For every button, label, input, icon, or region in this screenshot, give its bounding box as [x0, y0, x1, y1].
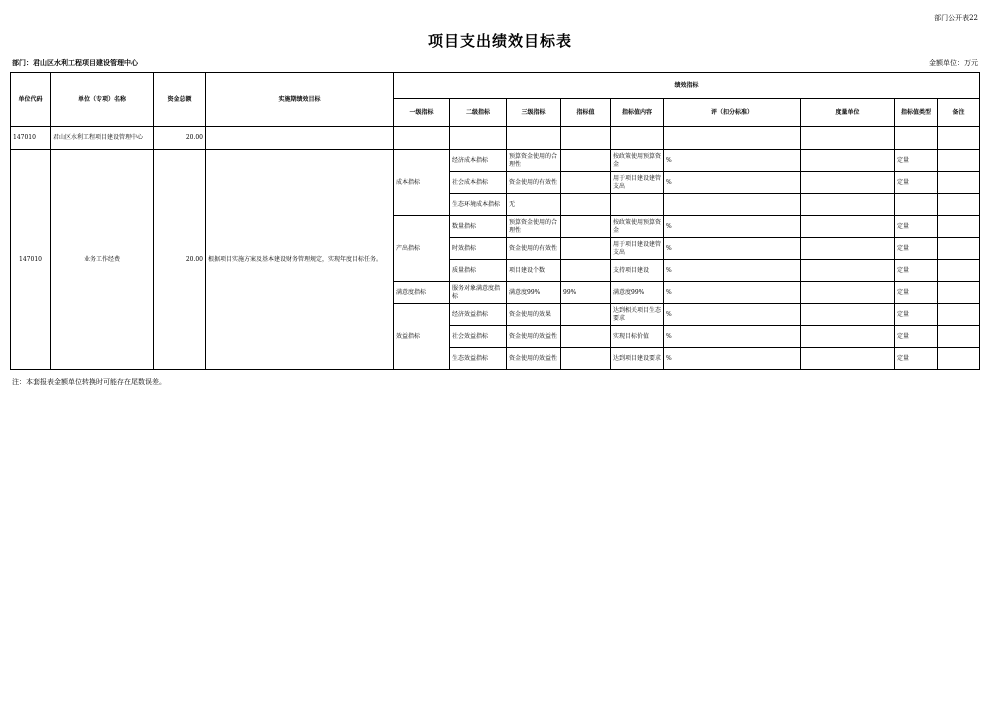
scoring-cell: % [664, 326, 801, 348]
level2-cell: 社会效益指标 [450, 326, 507, 348]
header-scoring: 评（扣分标准） [664, 99, 801, 127]
header-indicators: 绩效指标 [394, 73, 980, 99]
level2-cell: 生态环境成本指标 [450, 194, 507, 216]
level2-cell: 经济效益指标 [450, 304, 507, 326]
level2-cell: 数量指标 [450, 216, 507, 238]
footnote: 注：本套报表金额单位转换时可能存在尾数误差。 [12, 378, 166, 386]
value-type-cell: 定量 [895, 282, 938, 304]
header-remarks: 备注 [938, 99, 980, 127]
content-cell: 实现目标价值 [611, 326, 664, 348]
value-type-cell: 定量 [895, 260, 938, 282]
corner-label: 部门公开表22 [934, 14, 978, 22]
department-label: 部门：君山区水利工程项目建设管理中心 [12, 58, 138, 67]
level2-cell: 服务对象满意度指标 [450, 282, 507, 304]
unit-amount-cell: 20.00 [154, 127, 206, 150]
level3-cell: 资金使用的有效性 [507, 172, 561, 194]
unit-code-cell: 147010 [11, 127, 51, 150]
value-type-cell: 定量 [895, 348, 938, 370]
header-level1: 一级指标 [394, 99, 450, 127]
level2-cell: 质量指标 [450, 260, 507, 282]
value-type-cell: 定量 [895, 150, 938, 172]
remarks-cell [938, 260, 980, 282]
scoring-cell: % [664, 172, 801, 194]
content-cell: 满意度99% [611, 282, 664, 304]
remarks-cell [938, 238, 980, 260]
value-type-cell: 定量 [895, 304, 938, 326]
value-cell [561, 260, 611, 282]
remarks-cell [938, 194, 980, 216]
remarks-cell [938, 282, 980, 304]
level1-cell: 成本指标 [394, 150, 450, 216]
value-type-cell [895, 194, 938, 216]
value-cell: 99% [561, 282, 611, 304]
header-measure-unit: 度量单位 [801, 99, 895, 127]
remarks-cell [938, 216, 980, 238]
content-cell: 达到相关项目生态要求 [611, 304, 664, 326]
level3-cell: 无 [507, 194, 561, 216]
performance-table [10, 72, 980, 370]
remarks-cell [938, 172, 980, 194]
page-title: 项目支出绩效目标表 [427, 32, 572, 50]
value-cell [561, 150, 611, 172]
value-cell [561, 348, 611, 370]
header-content: 指标值内容 [611, 99, 664, 127]
value-type-cell: 定量 [895, 172, 938, 194]
scoring-cell: % [664, 150, 801, 172]
header-unit-name: 单位（专项）名称 [51, 73, 154, 127]
level3-cell: 资金使用的效益性 [507, 326, 561, 348]
measure-unit-cell [801, 216, 895, 238]
indicator-row [11, 150, 980, 172]
unit-name-cell: 君山区水利工程项目建设管理中心 [51, 127, 154, 150]
level3-cell: 资金使用的有效性 [507, 238, 561, 260]
value-cell [561, 238, 611, 260]
header-total-funds: 资金总额 [154, 73, 206, 127]
scoring-cell: % [664, 348, 801, 370]
measure-unit-cell [801, 326, 895, 348]
scoring-cell: % [664, 282, 801, 304]
header-unit-code: 单位代码 [11, 73, 51, 127]
value-type-cell: 定量 [895, 326, 938, 348]
value-cell [561, 326, 611, 348]
scoring-cell [664, 194, 801, 216]
content-cell: 按政策使用预算资金 [611, 216, 664, 238]
measure-unit-cell [801, 172, 895, 194]
content-cell: 用于项目建设建管支出 [611, 172, 664, 194]
project-goal-cell: 根据项目实施方案及基本建设财务管理规定，实现年度目标任务。 [206, 150, 394, 370]
remarks-cell [938, 304, 980, 326]
value-cell [561, 194, 611, 216]
header-value-type: 指标值类型 [895, 99, 938, 127]
measure-unit-cell [801, 194, 895, 216]
scoring-cell: % [664, 238, 801, 260]
scoring-cell: % [664, 216, 801, 238]
unit-row [11, 127, 980, 150]
remarks-cell [938, 326, 980, 348]
level1-cell: 效益指标 [394, 304, 450, 370]
measure-unit-cell [801, 282, 895, 304]
level3-cell: 资金使用的效果 [507, 304, 561, 326]
header-level3: 三级指标 [507, 99, 561, 127]
currency-unit-label: 金额单位：万元 [929, 59, 978, 67]
level3-cell: 满意度99% [507, 282, 561, 304]
level2-cell: 经济成本指标 [450, 150, 507, 172]
level3-cell: 资金使用的效益性 [507, 348, 561, 370]
measure-unit-cell [801, 304, 895, 326]
level3-cell: 预算资金使用的合理性 [507, 216, 561, 238]
level1-cell: 满意度指标 [394, 282, 450, 304]
remarks-cell [938, 348, 980, 370]
content-cell [611, 194, 664, 216]
level2-cell: 生态效益指标 [450, 348, 507, 370]
measure-unit-cell [801, 150, 895, 172]
header-level2: 二级指标 [450, 99, 507, 127]
project-code-cell: 147010 [11, 150, 51, 370]
measure-unit-cell [801, 238, 895, 260]
measure-unit-cell [801, 348, 895, 370]
scoring-cell: % [664, 260, 801, 282]
level2-cell: 社会成本指标 [450, 172, 507, 194]
scoring-cell: % [664, 304, 801, 326]
level1-cell: 产出指标 [394, 216, 450, 282]
value-type-cell: 定量 [895, 238, 938, 260]
header-value: 指标值 [561, 99, 611, 127]
content-cell: 达到项目建设要求 [611, 348, 664, 370]
project-name-cell: 业务工作经费 [51, 150, 154, 370]
value-cell [561, 304, 611, 326]
value-cell [561, 172, 611, 194]
value-type-cell: 定量 [895, 216, 938, 238]
header-period-goal: 实施期绩效目标 [206, 73, 394, 127]
value-cell [561, 216, 611, 238]
level3-cell: 预算资金使用的合理性 [507, 150, 561, 172]
level3-cell: 项目建设个数 [507, 260, 561, 282]
measure-unit-cell [801, 260, 895, 282]
project-amount-cell: 20.00 [154, 150, 206, 370]
content-cell: 用于项目建设建管支出 [611, 238, 664, 260]
content-cell: 按政策使用预算资金 [611, 150, 664, 172]
remarks-cell [938, 150, 980, 172]
content-cell: 支持项目建设 [611, 260, 664, 282]
level2-cell: 时效指标 [450, 238, 507, 260]
